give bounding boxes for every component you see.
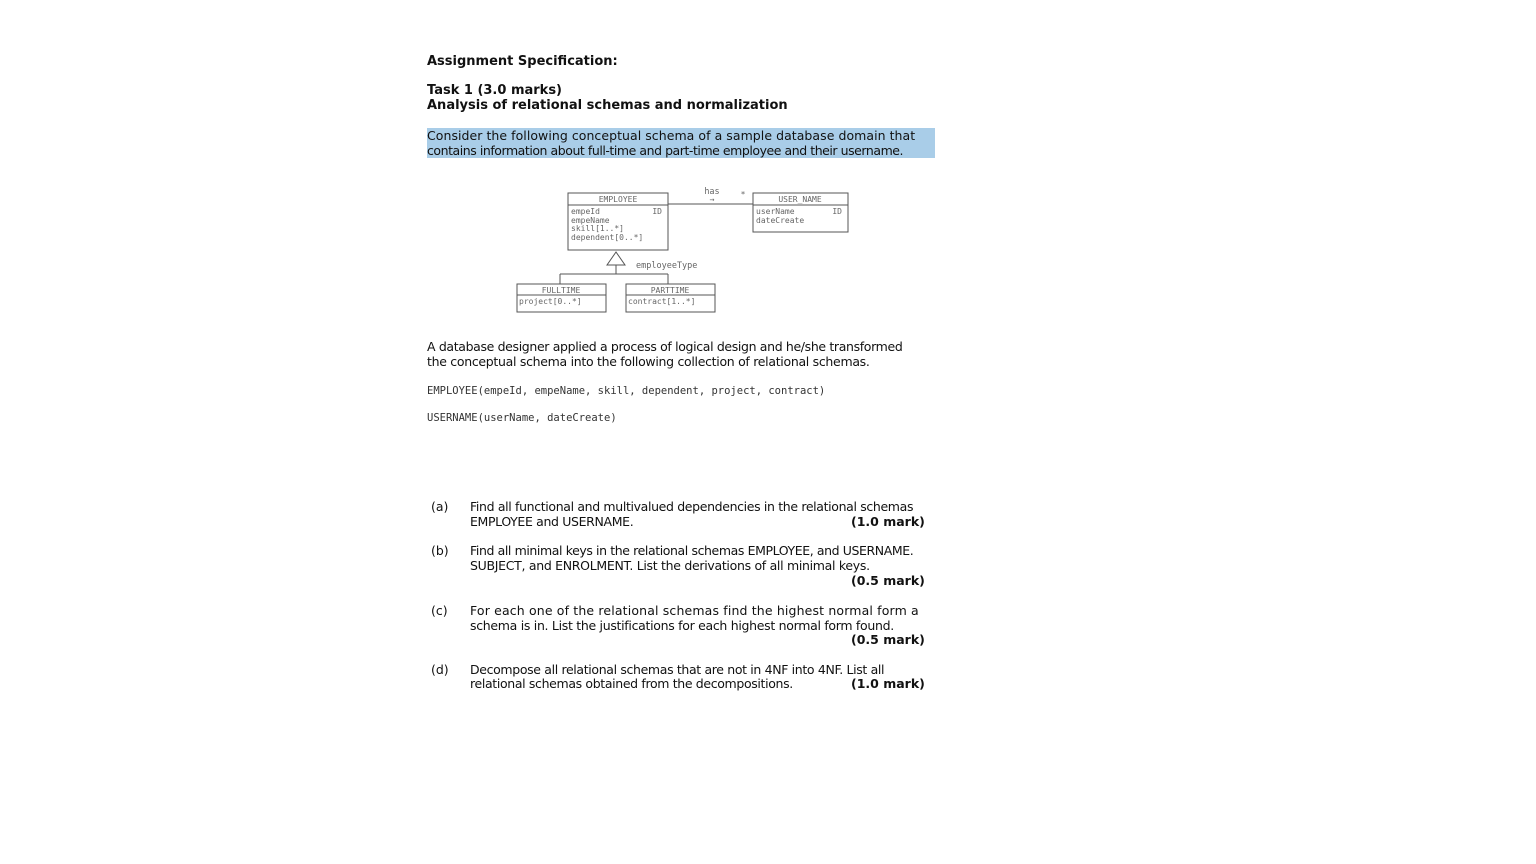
employee-attr: skill[1..*]: [571, 224, 624, 233]
question-text: Find all minimal keys in the relational schemas EMPLOYEE, and USERNAME.: [470, 543, 914, 558]
employee-class-title: EMPLOYEE: [598, 195, 638, 204]
question-text: Find all functional and multivalued dependencies in the relational schemas: [470, 499, 914, 514]
task-title: Task 1 (3.0 marks): [427, 83, 562, 98]
parttime-class-title: PARTTIME: [650, 286, 690, 295]
user-name-attr: dateCreate: [756, 216, 805, 225]
parttime-attr: contract[1..*]: [628, 297, 696, 306]
question-label: (c): [431, 603, 448, 618]
fulltime-attr: project[0..*]: [519, 297, 582, 306]
question-mark: (0.5 mark): [851, 632, 925, 647]
employee-attr: empeId: [571, 207, 600, 216]
schema-username: USERNAME(userName, dateCreate): [427, 412, 617, 424]
employee-id-marker: ID: [652, 207, 662, 216]
question-text: EMPLOYEE and USERNAME.: [470, 514, 634, 529]
spec-title: Assignment Specification:: [427, 54, 618, 69]
question-text: Decompose all relational schemas that are not in 4NF into 4NF. List all: [470, 662, 885, 677]
generalization-label: employeeType: [636, 261, 698, 271]
question-text: relational schemas obtained from the decompositions.: [470, 676, 793, 691]
user-name-id-marker: ID: [832, 207, 842, 216]
question-label: (b): [431, 543, 449, 558]
task-subtitle: Analysis of relational schemas and normalization: [427, 98, 788, 113]
employee-attr: empeName: [571, 216, 610, 225]
question-text: SUBJECT, and ENROLMENT. List the derivations of all minimal keys.: [470, 558, 870, 573]
user-name-class-title: USER_NAME: [778, 195, 822, 204]
generalization-triangle: [607, 252, 625, 265]
question-mark: (1.0 mark): [851, 514, 925, 529]
intro-line-2[interactable]: contains information about full-time and part-time employee and their username.: [427, 143, 935, 158]
conceptual-schema-diagram: [505, 180, 865, 320]
user-name-attr: userName: [756, 207, 795, 216]
fulltime-class-title: FULLTIME: [541, 286, 581, 295]
association-label: has: [704, 187, 720, 197]
question-mark: (1.0 mark): [851, 676, 925, 691]
question-label: (a): [431, 499, 449, 514]
employee-attr: dependent[0..*]: [571, 233, 644, 242]
question-label: (d): [431, 662, 449, 677]
association-multiplicity: *: [740, 190, 746, 199]
association-arrow: →: [709, 195, 715, 204]
designer-line-1: A database designer applied a process of logical design and he/she transformed: [427, 339, 903, 354]
intro-line-1[interactable]: Consider the following conceptual schema of a sample database domain that: [427, 128, 935, 143]
question-text: schema is in. List the justifications for each highest normal form found.: [470, 618, 894, 633]
designer-line-2: the conceptual schema into the following collection of relational schemas.: [427, 354, 870, 369]
question-text: For each one of the relational schemas find the highest normal form a: [470, 603, 919, 618]
schema-employee: EMPLOYEE(empeId, empeName, skill, dependent, project, contract): [427, 385, 826, 397]
question-mark: (0.5 mark): [851, 573, 925, 588]
